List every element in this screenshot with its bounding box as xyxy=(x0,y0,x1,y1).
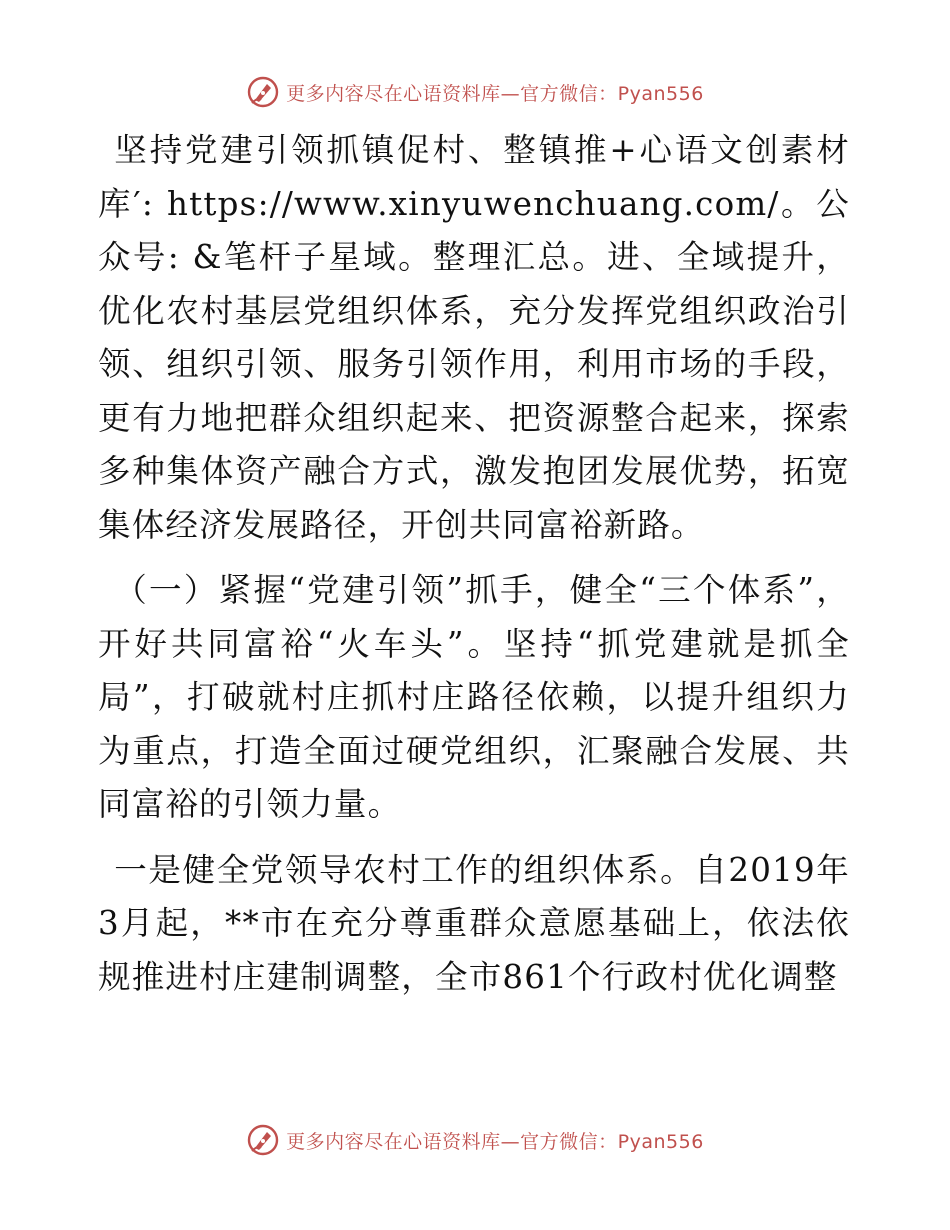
header-banner xyxy=(0,72,950,112)
paragraph-2: （一）紧握“党建引领”抓手，健全“三个体系”，开好共同富裕“火车头”。坚持“抓党建就是抓全局”，打破就村庄抓村庄路径依赖，以提升组织力为重点，打造全面过硬党组织，汇聚融合发展、共同富裕的引领力量。 xyxy=(98,571,850,823)
header-banner-label: 更多内容尽在心语资料库—官方微信： xyxy=(286,82,618,105)
header-banner-account: Pyan556 xyxy=(617,82,704,105)
footer-banner-label: 更多内容尽在心语资料库—官方微信： xyxy=(286,1130,618,1153)
header-banner-text xyxy=(286,79,704,106)
pen-nib-logo-icon xyxy=(246,1123,280,1157)
paragraph-1: 坚持党建引领抓镇促村、整镇推+心语文创素材库′: https://www.xinyuwenchuang.com/。公众号: &笔杆子星域。整理汇总。进、全域提升，优化农村基层党组织体系，充分发挥党组织政治引领、组织引领、服务引领作用，利用市场的手段，更有力地把群众组织起来、把资源整合起来，探索多种集体资产融合方式，激发抱团发展优势，拓宽集体经济发展路径，开创共同富裕新路。 xyxy=(98,131,850,544)
document-body xyxy=(98,124,850,1004)
footer-banner xyxy=(0,1120,950,1160)
footer-banner-text xyxy=(286,1127,704,1154)
pen-nib-logo-icon xyxy=(246,75,280,109)
footer-banner-account: Pyan556 xyxy=(617,1130,704,1153)
paragraph-3: 一是健全党领导农村工作的组织体系。自2019年3月起，**市在充分尊重群众意愿基础上，依法依规推进村庄建制调整，全市861个行政村优化调整 xyxy=(98,850,850,996)
